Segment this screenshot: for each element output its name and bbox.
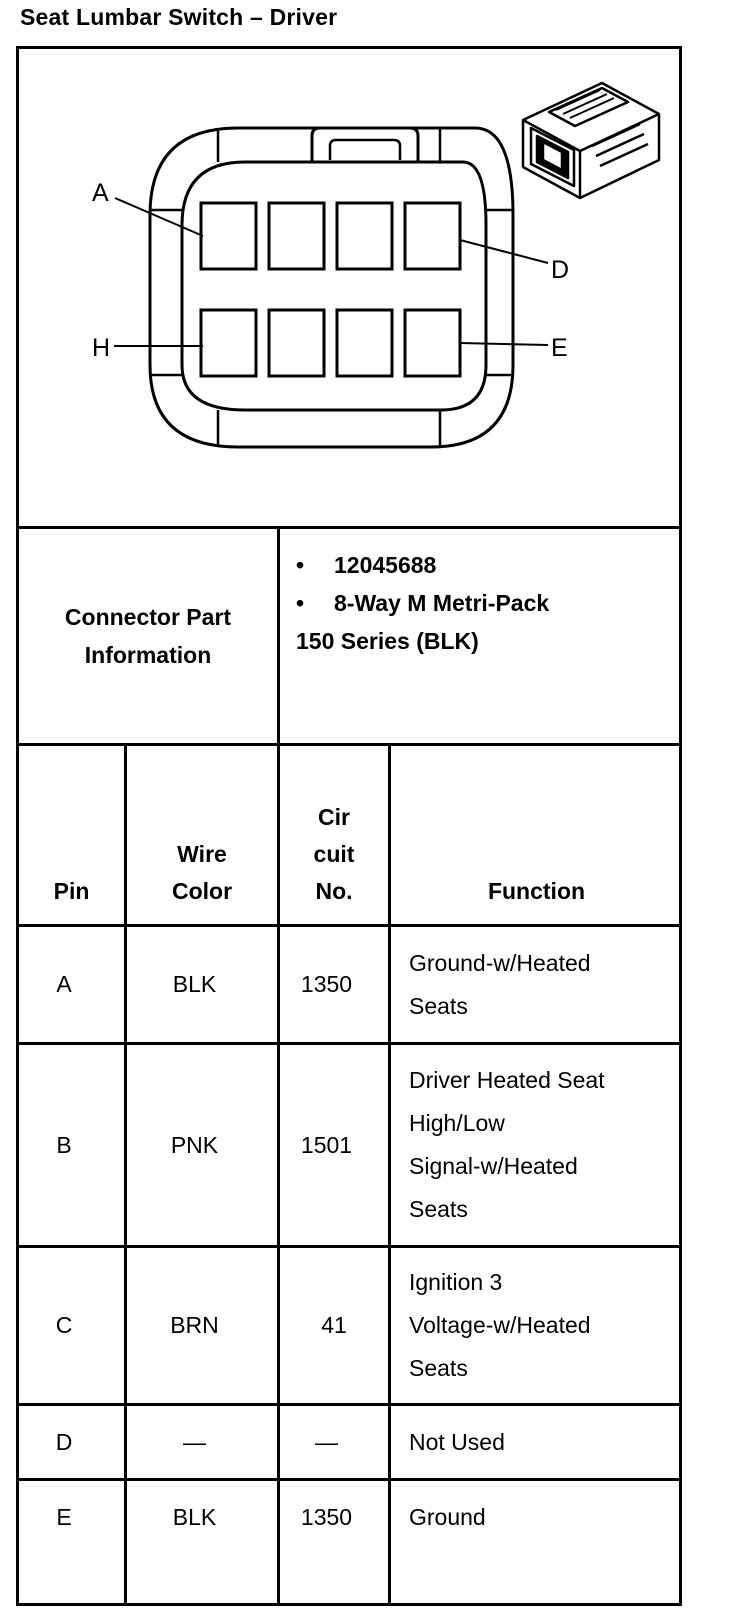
cell-function: Ground-w/Heated Seats [409, 949, 591, 1019]
cell-circuit: — [315, 1428, 338, 1455]
pin-cavity [201, 203, 256, 269]
pin-cavity [337, 310, 392, 376]
cell-function: Ground [409, 1503, 486, 1530]
connector-description: 8-Way M Metri-Pack [334, 590, 550, 616]
pin-cavity [269, 203, 324, 269]
cell-wire-color: — [183, 1428, 206, 1455]
cell-function: Ignition 3 Voltage-w/Heated Seats [409, 1269, 591, 1381]
pin-label-a: A [92, 179, 109, 207]
connector-series: 150 Series (BLK) [296, 628, 479, 654]
connector-info-label: Connector Part Information [64, 604, 232, 668]
cell-pin: D [55, 1428, 73, 1455]
leader-line-a [115, 198, 203, 236]
pin-cavity [269, 310, 324, 376]
connector-latch [312, 128, 418, 162]
pin-cavity [201, 310, 256, 376]
pin-label-e: E [551, 334, 568, 362]
leader-line-d [460, 240, 548, 263]
header-wire-color: Wire Color [171, 841, 233, 904]
connector-3d-icon [523, 83, 659, 198]
cell-pin: C [55, 1312, 73, 1338]
cell-pin: A [56, 971, 72, 997]
connector-diagram [0, 0, 736, 530]
cell-wire-color: BRN [170, 1312, 219, 1338]
part-number: 12045688 [334, 552, 437, 578]
cell-pin: E [56, 1503, 72, 1530]
cell-circuit: 41 [321, 1312, 347, 1338]
cell-wire-color: PNK [170, 1131, 219, 1158]
header-function: Function [487, 878, 586, 904]
cell-circuit: 1350 [300, 971, 353, 997]
cell-circuit: 1501 [300, 1131, 353, 1158]
pin-cavity [337, 203, 392, 269]
cell-pin: B [56, 1131, 72, 1158]
cell-function: Not Used [409, 1428, 505, 1455]
pin-label-d: D [551, 256, 570, 284]
cell-function: Driver Heated Seat High/Low Signal-w/Heated Seats [409, 1067, 605, 1222]
cell-wire-color: BLK [172, 1503, 217, 1530]
connector-part-details: • 12045688 • 8-Way M Metri-Pack 150 Series (BLK) [296, 546, 549, 660]
cell-wire-color: BLK [172, 971, 217, 997]
page-title: Seat Lumbar Switch – Driver [20, 4, 338, 30]
pin-cavity [405, 310, 460, 376]
cell-circuit: 1350 [300, 1503, 353, 1530]
header-pin: Pin [53, 878, 90, 904]
connector-housing-outline [150, 128, 513, 447]
header-circuit-no: Cir cuit No. [313, 804, 355, 904]
pin-label-h: H [92, 334, 111, 362]
pin-cavity [405, 203, 460, 269]
leader-line-e [460, 343, 548, 345]
